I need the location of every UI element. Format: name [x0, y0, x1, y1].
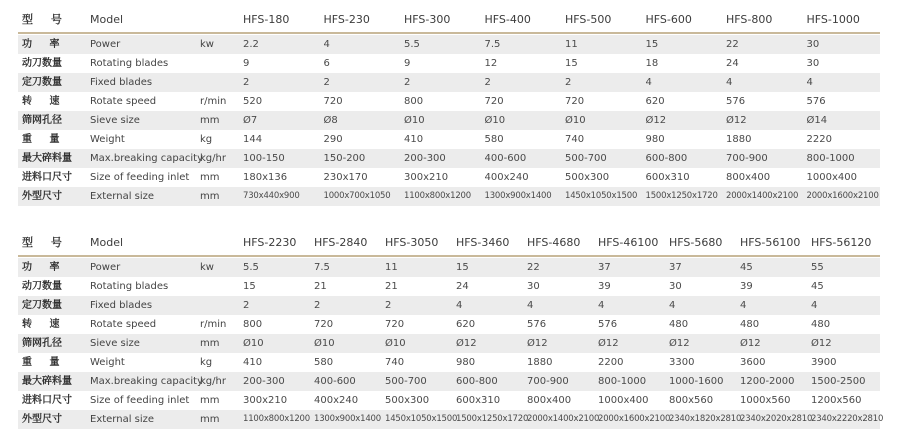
value-cell: 45 [811, 281, 824, 292]
value-cell: 15 [243, 281, 256, 292]
value-cell: 520 [243, 96, 263, 107]
value-cell: 2340x1820x2810 [669, 414, 742, 424]
value-cell: 1880 [527, 357, 553, 368]
value-cell: Ø12 [726, 115, 747, 126]
row-label-en: Weight [90, 357, 125, 368]
row-unit: kg/hr [200, 376, 226, 387]
value-cell: 5.5 [404, 39, 420, 50]
row-label-en: Size of feeding inlet [90, 172, 190, 183]
row-unit: kg [200, 357, 213, 368]
table-row [18, 73, 880, 92]
table-row [18, 372, 880, 391]
row-label-zh: 进料口尺寸 [22, 172, 72, 183]
value-cell: 600x310 [645, 172, 690, 183]
table-row [18, 334, 880, 353]
model-name: HFS-400 [484, 13, 531, 26]
model-name: HFS-5680 [669, 236, 723, 249]
value-cell: 980 [456, 357, 476, 368]
value-cell: Ø12 [598, 338, 619, 349]
row-label-en: Sieve size [90, 338, 140, 349]
value-cell: 500-700 [385, 376, 427, 387]
value-cell: 576 [806, 96, 826, 107]
row-label-zh: 重 量 [22, 357, 67, 368]
value-cell: 200-300 [404, 153, 446, 164]
row-unit: kw [200, 39, 214, 50]
value-cell: 2340x2020x2810 [740, 414, 813, 424]
value-cell: 4 [726, 77, 733, 88]
value-cell: 200-300 [243, 376, 285, 387]
value-cell: 4 [527, 300, 534, 311]
value-cell: 2 [314, 300, 321, 311]
value-cell: Ø10 [314, 338, 335, 349]
value-cell: 11 [565, 39, 578, 50]
value-cell: 2 [565, 77, 572, 88]
value-cell: 4 [740, 300, 747, 311]
value-cell: 1000x400 [806, 172, 857, 183]
value-cell: 22 [726, 39, 739, 50]
value-cell: 400-600 [484, 153, 527, 164]
header-row [18, 8, 880, 32]
value-cell: Ø14 [806, 115, 828, 126]
value-cell: 15 [645, 39, 659, 50]
model-name: HFS-1000 [806, 13, 860, 26]
header-zh-label: 型 号 [22, 13, 69, 26]
value-cell: Ø12 [456, 338, 477, 349]
value-cell: 1300x900x1400 [314, 414, 381, 424]
header-en-label: Model [90, 236, 124, 249]
value-cell: 1100x800x1200 [404, 191, 471, 201]
value-cell: 24 [456, 281, 469, 292]
model-name: HFS-46100 [598, 236, 659, 249]
value-cell: 18 [645, 58, 659, 69]
value-cell: 7.5 [314, 262, 330, 273]
row-label-zh: 定刀数量 [22, 300, 62, 311]
value-cell: 11 [385, 262, 398, 273]
row-label-en: Max.breaking capacity [90, 153, 204, 164]
value-cell: 600x310 [456, 395, 501, 406]
value-cell: 800x400 [726, 172, 771, 183]
value-cell: 2 [404, 77, 411, 88]
value-cell: 400-600 [314, 376, 356, 387]
row-unit: mm [200, 191, 220, 202]
row-label-zh: 定刀数量 [22, 77, 62, 88]
model-name: HFS-230 [323, 13, 370, 26]
value-cell: 580 [314, 357, 334, 368]
value-cell: 580 [484, 134, 504, 145]
value-cell: 600-800 [645, 153, 688, 164]
model-name: HFS-3050 [385, 236, 439, 249]
value-cell: 576 [527, 319, 547, 330]
row-label-en: Weight [90, 134, 125, 145]
row-label-en: Fixed blades [90, 77, 153, 88]
value-cell: Ø10 [565, 115, 586, 126]
value-cell: 620 [645, 96, 665, 107]
value-cell: 4 [811, 300, 818, 311]
table-row [18, 410, 884, 429]
value-cell: 480 [811, 319, 831, 330]
model-name: HFS-3460 [456, 236, 510, 249]
value-cell: 720 [385, 319, 405, 330]
value-cell: 2000x1400x2100 [527, 414, 600, 424]
value-cell: 15 [456, 262, 469, 273]
value-cell: 576 [726, 96, 746, 107]
value-cell: 2 [243, 77, 250, 88]
value-cell: 800-1000 [806, 153, 855, 164]
row-label-zh: 外型尺寸 [22, 414, 62, 425]
value-cell: 230x170 [323, 172, 368, 183]
value-cell: 55 [811, 262, 824, 273]
value-cell: Ø10 [243, 338, 264, 349]
value-cell: 3900 [811, 357, 837, 368]
table-row [18, 54, 880, 73]
value-cell: Ø7 [243, 115, 258, 126]
row-label-zh: 进料口尺寸 [22, 395, 72, 406]
value-cell: Ø12 [527, 338, 548, 349]
table-row [18, 111, 880, 130]
value-cell: 410 [404, 134, 424, 145]
value-cell: 6 [323, 58, 330, 69]
value-cell: 9 [404, 58, 411, 69]
table-row [18, 187, 880, 206]
value-cell: 21 [385, 281, 398, 292]
header-row [18, 231, 880, 255]
value-cell: 2 [484, 77, 491, 88]
table-row [18, 130, 880, 149]
model-name: HFS-500 [565, 13, 612, 26]
value-cell: 37 [598, 262, 611, 273]
row-label-en: External size [90, 191, 155, 202]
value-cell: 700-900 [527, 376, 569, 387]
model-name: HFS-180 [243, 13, 290, 26]
value-cell: 740 [385, 357, 405, 368]
row-label-zh: 重 量 [22, 134, 67, 145]
model-name: HFS-2230 [243, 236, 297, 249]
value-cell: 2.2 [243, 39, 259, 50]
table-row [18, 391, 880, 410]
value-cell: 720 [484, 96, 504, 107]
header-divider [18, 32, 880, 34]
row-label-zh: 功 率 [22, 39, 67, 50]
model-name: HFS-800 [726, 13, 773, 26]
value-cell: 3300 [669, 357, 695, 368]
value-cell: Ø10 [385, 338, 406, 349]
value-cell: 22 [527, 262, 540, 273]
row-unit: mm [200, 414, 220, 425]
row-unit: mm [200, 115, 220, 126]
table-row [18, 92, 880, 111]
value-cell: 45 [740, 262, 753, 273]
value-cell: 576 [598, 319, 618, 330]
value-cell: 4 [323, 39, 330, 50]
value-cell: 4 [669, 300, 676, 311]
value-cell: 1000x700x1050 [323, 191, 391, 201]
value-cell: 2 [385, 300, 392, 311]
row-label-zh: 动刀数量 [22, 58, 62, 69]
row-unit: mm [200, 172, 220, 183]
row-label-en: Rotate speed [90, 319, 157, 330]
value-cell: 800x560 [669, 395, 714, 406]
value-cell: 4 [806, 77, 813, 88]
row-label-zh: 筛网孔径 [22, 338, 62, 349]
value-cell: 4 [598, 300, 605, 311]
value-cell: 410 [243, 357, 263, 368]
value-cell: 37 [669, 262, 682, 273]
row-label-en: External size [90, 414, 155, 425]
value-cell: 2 [243, 300, 250, 311]
value-cell: 730x440x900 [243, 191, 300, 201]
value-cell: 2220 [806, 134, 832, 145]
value-cell: 800-1000 [598, 376, 647, 387]
value-cell: 30 [806, 58, 820, 69]
row-unit: kw [200, 262, 214, 273]
value-cell: 2 [323, 77, 330, 88]
table-row [18, 277, 880, 296]
value-cell: 5.5 [243, 262, 259, 273]
table-body [18, 35, 880, 206]
value-cell: 1500x1250x1720 [456, 414, 529, 424]
model-name: HFS-300 [404, 13, 451, 26]
row-label-en: Rotating blades [90, 58, 169, 69]
row-label-zh: 转 速 [22, 319, 67, 330]
model-name: HFS-56100 [740, 236, 801, 249]
value-cell: 1000x400 [598, 395, 649, 406]
row-label-zh: 转 速 [22, 96, 67, 107]
value-cell: 1200x560 [811, 395, 862, 406]
value-cell: 12 [484, 58, 498, 69]
value-cell: 9 [243, 58, 250, 69]
value-cell: 3600 [740, 357, 766, 368]
row-label-zh: 功 率 [22, 262, 67, 273]
value-cell: 24 [726, 58, 739, 69]
value-cell: 2000x1600x2100 [598, 414, 671, 424]
row-label-zh: 筛网孔径 [22, 115, 62, 126]
row-unit: mm [200, 395, 220, 406]
table-body [18, 258, 884, 429]
value-cell: 300x210 [243, 395, 288, 406]
header-divider [18, 255, 880, 257]
value-cell: 400x240 [484, 172, 529, 183]
spec-table-2 [18, 231, 884, 425]
value-cell: Ø10 [484, 115, 506, 126]
value-cell: 1100x800x1200 [243, 414, 310, 424]
value-cell: 600-800 [456, 376, 498, 387]
value-cell: Ø12 [645, 115, 667, 126]
header-en-label: Model [90, 13, 124, 26]
table-row [18, 353, 880, 372]
value-cell: 1200-2000 [740, 376, 795, 387]
value-cell: 1500-2500 [811, 376, 866, 387]
value-cell: 620 [456, 319, 476, 330]
row-label-en: Rotating blades [90, 281, 169, 292]
row-unit: mm [200, 338, 220, 349]
value-cell: 720 [565, 96, 585, 107]
value-cell: 30 [806, 39, 820, 50]
header-zh-label: 型 号 [22, 236, 69, 249]
value-cell: 300x210 [404, 172, 449, 183]
value-cell: 15 [565, 58, 578, 69]
value-cell: 180x136 [243, 172, 288, 183]
value-cell: 30 [527, 281, 540, 292]
value-cell: 800x400 [527, 395, 572, 406]
value-cell: 144 [243, 134, 263, 145]
value-cell: 150-200 [323, 153, 366, 164]
value-cell: 7.5 [484, 39, 501, 50]
table-row [18, 315, 880, 334]
value-cell: 4 [456, 300, 463, 311]
value-cell: 1000-1600 [669, 376, 724, 387]
value-cell: 1500x1250x1720 [645, 191, 718, 201]
value-cell: 800 [404, 96, 424, 107]
row-unit: r/min [200, 319, 227, 330]
value-cell: 1000x560 [740, 395, 791, 406]
value-cell: 500x300 [565, 172, 610, 183]
table-row [18, 149, 880, 168]
value-cell: 480 [740, 319, 760, 330]
value-cell: 290 [323, 134, 343, 145]
row-unit: kg [200, 134, 213, 145]
value-cell: 800 [243, 319, 263, 330]
table-row [18, 296, 880, 315]
value-cell: 980 [645, 134, 665, 145]
value-cell: 1450x1050x1500 [385, 414, 458, 424]
value-cell: 1880 [726, 134, 752, 145]
value-cell: 1300x900x1400 [484, 191, 552, 201]
row-unit: r/min [200, 96, 227, 107]
value-cell: 720 [323, 96, 343, 107]
spec-table-1 [18, 8, 880, 202]
value-cell: 400x240 [314, 395, 359, 406]
row-label-en: Max.breaking capacity [90, 376, 204, 387]
value-cell: 39 [740, 281, 753, 292]
value-cell: 2200 [598, 357, 624, 368]
row-label-zh: 最大碎料量 [22, 153, 72, 164]
value-cell: Ø12 [740, 338, 761, 349]
row-label-zh: 最大碎料量 [22, 376, 72, 387]
value-cell: 2340x2220x2810 [811, 414, 884, 424]
value-cell: 39 [598, 281, 611, 292]
value-cell: Ø12 [811, 338, 832, 349]
value-cell: Ø8 [323, 115, 338, 126]
row-label-en: Size of feeding inlet [90, 395, 190, 406]
model-name: HFS-4680 [527, 236, 581, 249]
value-cell: 21 [314, 281, 327, 292]
row-label-en: Power [90, 262, 121, 273]
value-cell: 500-700 [565, 153, 607, 164]
row-label-en: Sieve size [90, 115, 140, 126]
value-cell: 720 [314, 319, 334, 330]
value-cell: 500x300 [385, 395, 430, 406]
model-name: HFS-2840 [314, 236, 368, 249]
value-cell: 740 [565, 134, 585, 145]
value-cell: 4 [645, 77, 652, 88]
row-label-en: Power [90, 39, 121, 50]
table-row [18, 258, 880, 277]
row-label-zh: 动刀数量 [22, 281, 62, 292]
value-cell: 1450x1050x1500 [565, 191, 638, 201]
value-cell: Ø12 [669, 338, 690, 349]
model-name: HFS-56120 [811, 236, 872, 249]
value-cell: 700-900 [726, 153, 768, 164]
row-label-en: Rotate speed [90, 96, 157, 107]
value-cell: 480 [669, 319, 689, 330]
row-unit: kg/hr [200, 153, 226, 164]
value-cell: 100-150 [243, 153, 285, 164]
table-row [18, 168, 880, 187]
row-label-zh: 外型尺寸 [22, 191, 62, 202]
value-cell: Ø10 [404, 115, 425, 126]
model-name: HFS-600 [645, 13, 692, 26]
value-cell: 2000x1400x2100 [726, 191, 799, 201]
row-label-en: Fixed blades [90, 300, 153, 311]
value-cell: 30 [669, 281, 682, 292]
value-cell: 2000x1600x2100 [806, 191, 879, 201]
table-row [18, 35, 880, 54]
